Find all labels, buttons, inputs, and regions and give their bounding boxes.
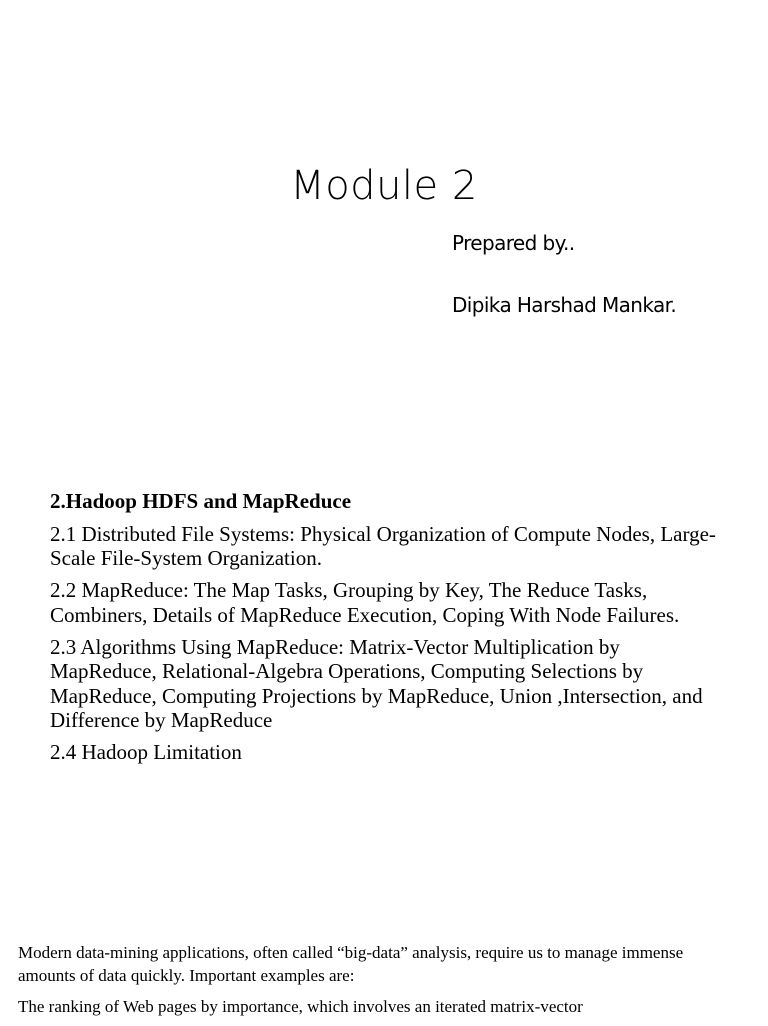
syllabus-section	[50, 489, 730, 772]
syllabus-item: 2.3 Algorithms Using MapReduce: Matrix-Vector Multiplication by MapReduce, Relational-Algebra Operations, Computing Selections by MapReduce, Computing Projections by MapReduce, Union ,Intersection, and Difference by MapReduce	[50, 634, 703, 732]
syllabus-item: 2.2 MapReduce: The Map Tasks, Grouping by Key, The Reduce Tasks, Combiners, Details of MapReduce Execution, Coping With Node Failures.	[50, 578, 680, 627]
intro-section	[18, 941, 738, 1026]
author-block	[452, 229, 676, 319]
prepared-by-label: Prepared by..	[452, 231, 575, 255]
syllabus-heading: 2.Hadoop HDFS and MapReduce	[50, 489, 352, 513]
author-name: Dipika Harshad Mankar.	[452, 293, 677, 317]
syllabus-item: 2.4 Hadoop Limitation	[50, 740, 242, 764]
page-title: Module 2	[290, 163, 478, 209]
spacer	[452, 257, 676, 291]
intro-paragraph: Modern data-mining applications, often called “big-data” analysis, require us to manage immense amounts of data quickly. Important examples are:	[18, 943, 684, 985]
intro-paragraph: The ranking of Web pages by importance, which involves an iterated matrix-vector	[18, 997, 583, 1016]
syllabus-item: 2.1 Distributed File Systems: Physical Organization of Compute Nodes, Large-Scale File-System Organization.	[50, 521, 716, 570]
